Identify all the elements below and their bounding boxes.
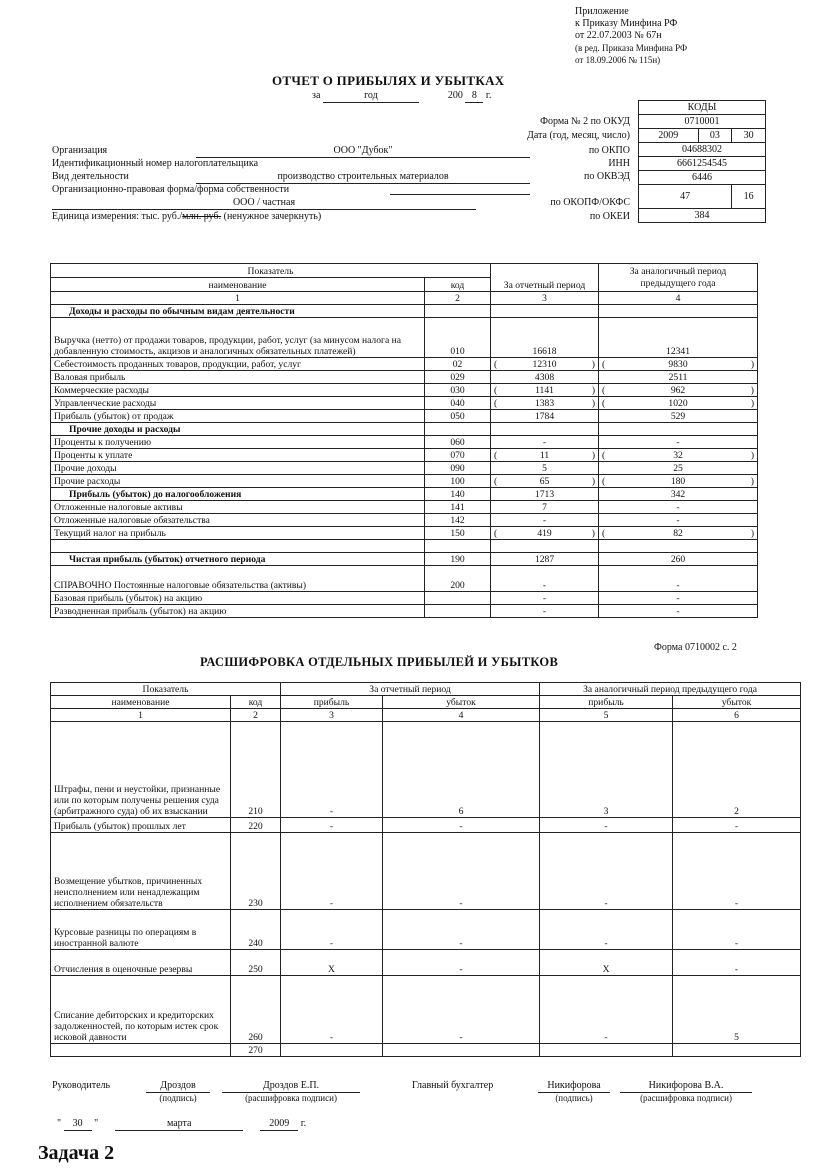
appendix-line: Приложение bbox=[575, 6, 629, 17]
cell-c6: 5 bbox=[673, 976, 801, 1044]
h-code: код bbox=[425, 278, 491, 292]
row-previous-value: ( 1020 ) bbox=[599, 397, 758, 410]
code-date-year: 2009 bbox=[639, 129, 699, 143]
cell-c4: - bbox=[383, 976, 540, 1044]
year-field: 8 bbox=[465, 90, 483, 103]
table-row bbox=[51, 1044, 801, 1057]
row-name: Прибыль (убыток) до налогообложения bbox=[51, 488, 425, 501]
row-code: 030 bbox=[425, 384, 491, 397]
cell-c5: - bbox=[540, 976, 673, 1044]
col-num: 1 bbox=[51, 709, 231, 722]
table-row bbox=[51, 397, 758, 410]
cell-c3: - bbox=[281, 818, 383, 833]
row-previous-value: 25 bbox=[599, 462, 758, 475]
cell-c6: - bbox=[673, 833, 801, 910]
row-previous-value: ( 9830 ) bbox=[599, 358, 758, 371]
row-previous-value: - bbox=[599, 436, 758, 449]
code-okfs: 16 bbox=[732, 185, 766, 209]
table-row bbox=[51, 976, 801, 1044]
decode-caption: (расшифровка подписи) bbox=[245, 1093, 337, 1103]
value-text: 9830 bbox=[668, 358, 688, 370]
label-okopf: по ОКОПФ/ОКФС bbox=[550, 197, 630, 208]
legal-value: ООО / частная bbox=[52, 197, 476, 210]
row-name: Себестоимость проданных товаров, продукции, работ, услуг bbox=[51, 358, 425, 371]
label-org: Организация bbox=[52, 145, 108, 156]
row-code: 02 bbox=[425, 358, 491, 371]
row-current-value: ( 12310 ) bbox=[491, 358, 599, 371]
table-row bbox=[51, 605, 758, 618]
cell-code: 210 bbox=[231, 722, 281, 818]
cell-c4: - bbox=[383, 910, 540, 950]
col-num: 4 bbox=[383, 709, 540, 722]
row-code bbox=[425, 305, 491, 318]
row-current-value bbox=[491, 305, 599, 318]
row-name: Прочие доходы bbox=[51, 462, 425, 475]
row-name: Прочие расходы bbox=[51, 475, 425, 488]
value-text: 1020 bbox=[668, 397, 688, 409]
cell-name: Возмещение убытков, причиненных неисполнением или ненадлежащим исполнением обязательств bbox=[51, 833, 231, 910]
table-row bbox=[51, 910, 801, 950]
row-current-value: - bbox=[491, 605, 599, 618]
row-current-value: - bbox=[491, 566, 599, 592]
row-previous-value bbox=[599, 540, 758, 553]
row-code bbox=[425, 592, 491, 605]
value-text: 32 bbox=[673, 449, 683, 461]
row-code: 100 bbox=[425, 475, 491, 488]
cell-c4: - bbox=[383, 833, 540, 910]
cell-c5 bbox=[540, 1044, 673, 1057]
code-okpo: 04688302 bbox=[639, 143, 766, 157]
label-okpo: по ОКПО bbox=[588, 145, 630, 156]
table-row bbox=[51, 384, 758, 397]
col-num: 6 bbox=[673, 709, 801, 722]
accountant-signature: Никифорова bbox=[538, 1080, 610, 1093]
row-code: 040 bbox=[425, 397, 491, 410]
cell-c3: - bbox=[281, 910, 383, 950]
date-end: г. bbox=[300, 1118, 307, 1129]
row-name: СПРАВОЧНО Постоянные налоговые обязательства (активы) bbox=[51, 566, 425, 592]
unit-struck: млн. руб. bbox=[182, 211, 222, 222]
value-text: 12310 bbox=[532, 358, 557, 370]
cell-c5: Х bbox=[540, 950, 673, 976]
sign-caption: (подпись) bbox=[159, 1093, 197, 1103]
row-previous-value: - bbox=[599, 501, 758, 514]
cell-c3: Х bbox=[281, 950, 383, 976]
cell-code: 260 bbox=[231, 976, 281, 1044]
accountant-label: Главный бухгалтер bbox=[412, 1080, 494, 1091]
code-date-day: 30 bbox=[732, 129, 766, 143]
row-current-value: - bbox=[491, 436, 599, 449]
row-name: Прибыль (убыток) от продаж bbox=[51, 410, 425, 423]
row-previous-value bbox=[599, 423, 758, 436]
legal-line bbox=[390, 194, 530, 195]
breakdown-table bbox=[50, 682, 801, 1057]
value-text: 65 bbox=[539, 475, 550, 487]
profit-loss-table bbox=[50, 263, 758, 618]
table-row bbox=[51, 358, 758, 371]
table-row bbox=[51, 410, 758, 423]
cell-c5: 3 bbox=[540, 722, 673, 818]
col-num: 4 bbox=[599, 292, 758, 305]
cell-code: 220 bbox=[231, 818, 281, 833]
table-row bbox=[51, 553, 758, 566]
col-num: 3 bbox=[281, 709, 383, 722]
report-title: ОТЧЕТ О ПРИБЫЛЯХ И УБЫТКАХ bbox=[272, 73, 505, 88]
table-row bbox=[51, 318, 758, 358]
unit-suffix: (ненужное зачеркнуть) bbox=[221, 211, 322, 222]
codes-box bbox=[638, 100, 766, 223]
table-row bbox=[51, 462, 758, 475]
code-okopf: 47 bbox=[639, 185, 732, 209]
cell-code: 270 bbox=[231, 1044, 281, 1057]
row-code: 060 bbox=[425, 436, 491, 449]
label-okei: по ОКЕИ bbox=[589, 211, 630, 222]
activity-value: производство строительных материалов bbox=[196, 171, 530, 184]
row-current-value: - bbox=[491, 514, 599, 527]
label-inn: ИНН bbox=[608, 158, 630, 169]
date-month: марта bbox=[115, 1118, 243, 1131]
row-previous-value: 12341 bbox=[599, 318, 758, 358]
cell-name: Отчисления в оценочные резервы bbox=[51, 950, 231, 976]
row-current-value: ( 419 ) bbox=[491, 527, 599, 540]
head-name: Дроздов Е.П. bbox=[222, 1080, 360, 1093]
table-row bbox=[51, 488, 758, 501]
f2-h-indicator: Показатель bbox=[51, 683, 281, 696]
row-name: Базовая прибыль (убыток) на акцию bbox=[51, 592, 425, 605]
row-name: Валовая прибыль bbox=[51, 371, 425, 384]
cell-code: 230 bbox=[231, 833, 281, 910]
row-current-value: ( 65 ) bbox=[491, 475, 599, 488]
code-date-month: 03 bbox=[698, 129, 732, 143]
date-year: 2009 bbox=[260, 1118, 298, 1131]
value-text: 1141 bbox=[535, 384, 554, 396]
row-name: Выручка (нетто) от продажи товаров, продукции, работ, услуг (за минусом налога на добавленную стоимость, акцизов и аналогичных обязательных платежей) bbox=[51, 318, 425, 358]
row-code bbox=[425, 605, 491, 618]
row-name: Разводненная прибыль (убыток) на акцию bbox=[51, 605, 425, 618]
cell-c3: - bbox=[281, 833, 383, 910]
cell-c5: - bbox=[540, 910, 673, 950]
f2-h-current: За отчетный период bbox=[281, 683, 540, 696]
row-code: 010 bbox=[425, 318, 491, 358]
row-previous-value: ( 32 ) bbox=[599, 449, 758, 462]
decode-caption: (расшифровка подписи) bbox=[640, 1093, 732, 1103]
f2-h-loss: убыток bbox=[673, 696, 801, 709]
cell-code: 250 bbox=[231, 950, 281, 976]
table-row bbox=[51, 305, 758, 318]
row-code: 142 bbox=[425, 514, 491, 527]
table-row bbox=[51, 449, 758, 462]
col-num: 5 bbox=[540, 709, 673, 722]
sign-date bbox=[57, 1118, 306, 1131]
table-row bbox=[51, 371, 758, 384]
code-okei: 384 bbox=[639, 209, 766, 223]
value-text: 1383 bbox=[534, 397, 555, 409]
row-current-value: 1713 bbox=[491, 488, 599, 501]
cell-c4: 6 bbox=[383, 722, 540, 818]
value-text: 419 bbox=[537, 527, 552, 539]
row-name: Доходы и расходы по обычным видам деятельности bbox=[51, 305, 425, 318]
code-inn: 6661254545 bbox=[639, 157, 766, 171]
task-heading: Задача 2 bbox=[38, 1142, 115, 1164]
form2-title: РАСШИФРОВКА ОТДЕЛЬНЫХ ПРИБЫЛЕЙ И УБЫТКОВ bbox=[200, 655, 559, 669]
quote-close: " bbox=[94, 1118, 99, 1129]
row-name: Отложенные налоговые активы bbox=[51, 501, 425, 514]
cell-c4: - bbox=[383, 950, 540, 976]
table-row bbox=[51, 527, 758, 540]
row-previous-value: 260 bbox=[599, 553, 758, 566]
cell-c6: - bbox=[673, 818, 801, 833]
value-text: 180 bbox=[670, 475, 686, 487]
accountant-name: Никифорова В.А. bbox=[620, 1080, 752, 1093]
cell-c5: - bbox=[540, 833, 673, 910]
col-num: 1 bbox=[51, 292, 425, 305]
code-okud: 0710001 bbox=[639, 115, 766, 129]
f2-h-prev: За аналогичный период предыдущего года bbox=[540, 683, 801, 696]
col-num: 3 bbox=[491, 292, 599, 305]
row-name: Прочие доходы и расходы bbox=[51, 423, 425, 436]
cell-c6: - bbox=[673, 950, 801, 976]
table-row bbox=[51, 950, 801, 976]
row-current-value: 7 bbox=[491, 501, 599, 514]
row-name: Отложенные налоговые обязательства bbox=[51, 514, 425, 527]
row-previous-value: - bbox=[599, 514, 758, 527]
row-code: 090 bbox=[425, 462, 491, 475]
row-code: 050 bbox=[425, 410, 491, 423]
row-current-value bbox=[491, 423, 599, 436]
row-previous-value: - bbox=[599, 605, 758, 618]
row-code: 029 bbox=[425, 371, 491, 384]
period-word: год bbox=[364, 90, 378, 101]
label-activity: Вид деятельности bbox=[52, 171, 129, 182]
row-current-value: ( 1141 ) bbox=[491, 384, 599, 397]
row-current-value: 5 bbox=[491, 462, 599, 475]
report-period bbox=[312, 90, 491, 103]
label-legal-form: Организационно-правовая форма/форма собственности bbox=[52, 184, 290, 195]
h-prev: За аналогичный период предыдущего года bbox=[599, 264, 758, 292]
cell-name bbox=[51, 1044, 231, 1057]
row-previous-value: - bbox=[599, 592, 758, 605]
row-previous-value bbox=[599, 305, 758, 318]
row-code: 140 bbox=[425, 488, 491, 501]
label-date: Дата (год, месяц, число) bbox=[527, 130, 630, 141]
row-current-value: ( 1383 ) bbox=[491, 397, 599, 410]
appendix-note bbox=[575, 6, 687, 66]
row-previous-value: ( 180 ) bbox=[599, 475, 758, 488]
cell-c4: - bbox=[383, 818, 540, 833]
h-current: За отчетный период bbox=[491, 264, 599, 292]
appendix-line: к Приказу Минфина РФ bbox=[575, 18, 678, 29]
value-text: 962 bbox=[670, 384, 686, 396]
cell-c3: - bbox=[281, 722, 383, 818]
row-code: 200 bbox=[425, 566, 491, 592]
unit-prefix: Единица измерения: тыс. руб./ bbox=[52, 211, 183, 222]
table-row bbox=[51, 436, 758, 449]
period-prefix: за bbox=[312, 90, 321, 101]
row-current-value: 16618 bbox=[491, 318, 599, 358]
row-name: Коммерческие расходы bbox=[51, 384, 425, 397]
f2-h-code: код bbox=[231, 696, 281, 709]
year-prefix: 200 bbox=[447, 90, 463, 101]
cell-code: 240 bbox=[231, 910, 281, 950]
f2-h-profit: прибыль bbox=[281, 696, 383, 709]
cell-c3: - bbox=[281, 976, 383, 1044]
row-previous-value: 2511 bbox=[599, 371, 758, 384]
table-row bbox=[51, 475, 758, 488]
cell-c6 bbox=[673, 1044, 801, 1057]
cell-name: Прибыль (убыток) прошлых лет bbox=[51, 818, 231, 833]
form2-label: Форма 0710002 с. 2 bbox=[654, 642, 737, 653]
f2-h-name: наименование bbox=[51, 696, 231, 709]
row-current-value: - bbox=[491, 592, 599, 605]
cell-c6: 2 bbox=[673, 722, 801, 818]
cell-c3 bbox=[281, 1044, 383, 1057]
row-name bbox=[51, 540, 425, 553]
date-day: 30 bbox=[64, 1118, 92, 1131]
row-code: 070 bbox=[425, 449, 491, 462]
row-code bbox=[425, 540, 491, 553]
row-previous-value: ( 962 ) bbox=[599, 384, 758, 397]
row-current-value bbox=[491, 540, 599, 553]
appendix-line: от 18.09.2006 № 115н) bbox=[575, 55, 661, 65]
row-current-value: ( 11 ) bbox=[491, 449, 599, 462]
row-previous-value: 342 bbox=[599, 488, 758, 501]
label-unit bbox=[52, 211, 321, 223]
row-current-value: 1287 bbox=[491, 553, 599, 566]
table-row bbox=[51, 722, 801, 818]
cell-name: Списание дебиторских и кредиторских задолженностей, по которым истек срок исковой давности bbox=[51, 976, 231, 1044]
value-text: 82 bbox=[673, 527, 683, 539]
year-end: г. bbox=[485, 90, 492, 101]
row-code: 150 bbox=[425, 527, 491, 540]
table-row bbox=[51, 540, 758, 553]
cell-name: Курсовые разницы по операциям в иностранной валюте bbox=[51, 910, 231, 950]
row-current-value: 4308 bbox=[491, 371, 599, 384]
row-code bbox=[425, 423, 491, 436]
col-num: 2 bbox=[425, 292, 491, 305]
row-name: Проценты к уплате bbox=[51, 449, 425, 462]
codes-title: КОДЫ bbox=[639, 101, 766, 115]
row-current-value: 1784 bbox=[491, 410, 599, 423]
row-code: 190 bbox=[425, 553, 491, 566]
h-name: наименование bbox=[51, 278, 425, 292]
row-name: Текущий налог на прибыль bbox=[51, 527, 425, 540]
row-name: Чистая прибыль (убыток) отчетного периода bbox=[51, 553, 425, 566]
table-row bbox=[51, 566, 758, 592]
appendix-line: от 22.07.2003 № 67н bbox=[575, 30, 662, 41]
label-inn-full: Идентификационный номер налогоплательщика bbox=[52, 158, 259, 169]
period-field bbox=[323, 90, 419, 103]
table-row bbox=[51, 818, 801, 833]
cell-c4 bbox=[383, 1044, 540, 1057]
row-name: Проценты к получению bbox=[51, 436, 425, 449]
table-row bbox=[51, 592, 758, 605]
head-signature: Дроздов bbox=[146, 1080, 210, 1093]
quote-open: " bbox=[57, 1118, 62, 1129]
f2-h-profit: прибыль bbox=[540, 696, 673, 709]
appendix-line: (в ред. Приказа Минфина РФ bbox=[575, 43, 688, 53]
col-num: 2 bbox=[231, 709, 281, 722]
row-name: Управленческие расходы bbox=[51, 397, 425, 410]
table-row bbox=[51, 501, 758, 514]
table-row bbox=[51, 423, 758, 436]
table-row bbox=[51, 514, 758, 527]
label-form-okud: Форма № 2 по ОКУД bbox=[540, 116, 630, 127]
row-previous-value: ( 82 ) bbox=[599, 527, 758, 540]
table-row bbox=[51, 833, 801, 910]
label-okved: по ОКВЭД bbox=[584, 171, 630, 182]
cell-c5: - bbox=[540, 818, 673, 833]
cell-c6: - bbox=[673, 910, 801, 950]
org-value: ООО "Дубок" bbox=[196, 145, 530, 158]
cell-name: Штрафы, пени и неустойки, признанные или по которым получены решения суда (арбитражного суда) об их взыскании bbox=[51, 722, 231, 818]
sign-caption: (подпись) bbox=[555, 1093, 593, 1103]
value-text: 11 bbox=[539, 449, 550, 461]
code-okved: 6446 bbox=[639, 171, 766, 185]
row-previous-value: 529 bbox=[599, 410, 758, 423]
f2-h-loss: убыток bbox=[383, 696, 540, 709]
h-indicator: Показатель bbox=[51, 264, 491, 278]
row-previous-value: - bbox=[599, 566, 758, 592]
head-label: Руководитель bbox=[52, 1080, 111, 1091]
row-code: 141 bbox=[425, 501, 491, 514]
